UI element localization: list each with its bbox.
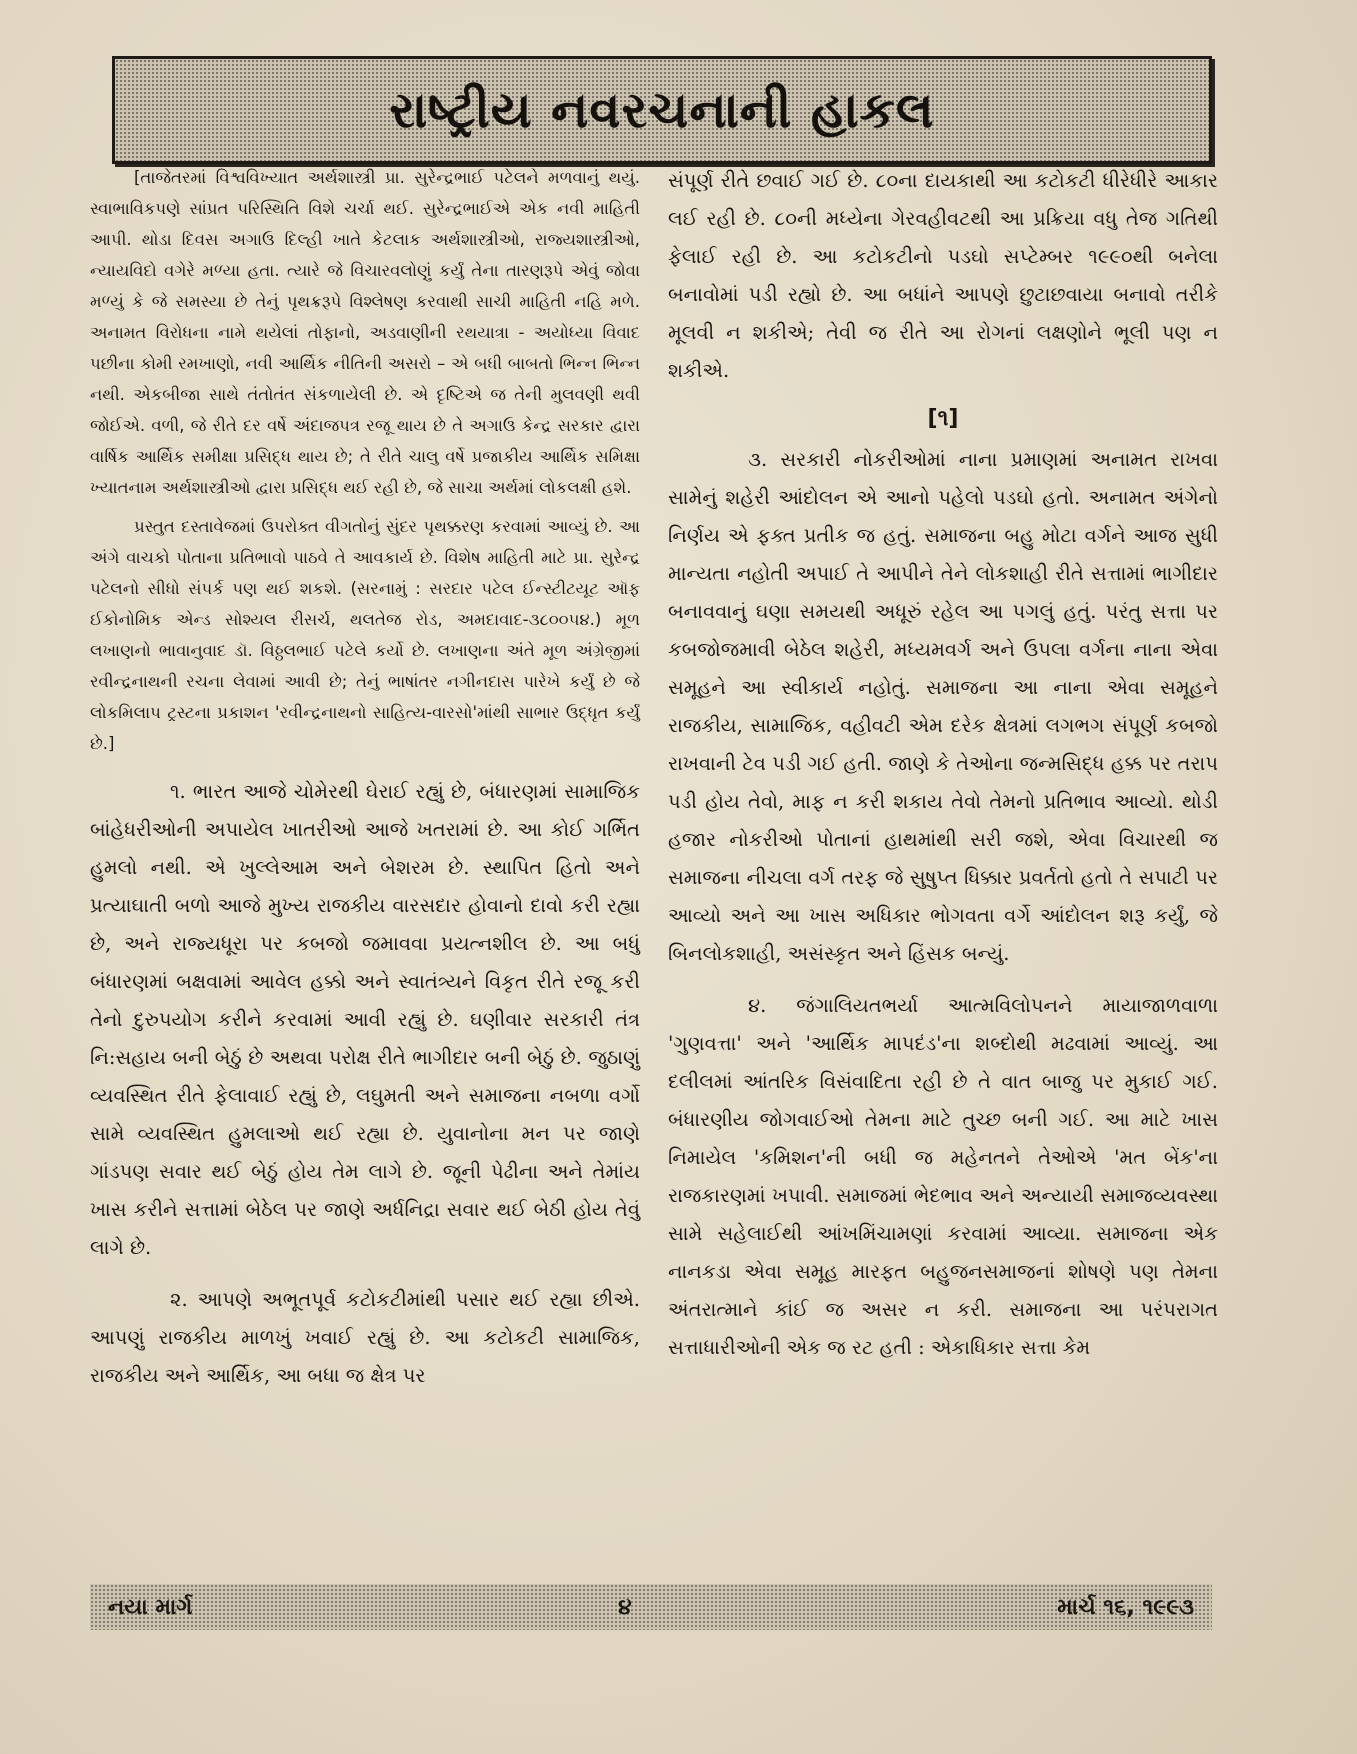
right-column: [668, 162, 1218, 1367]
issue-date: માર્ચ ૧૬, ૧૯૯૩: [1057, 1594, 1194, 1620]
page-footer: [90, 1584, 1212, 1630]
left-column: [90, 162, 640, 1395]
intro-paragraph-1: [તાજેતરમાં વિશ્વવિખ્યાત અર્થશાસ્ત્રી પ્રા. સુરેન્દ્રભાઈ પટેલને મળવાનું થયું. સ્વાભાવિકપણે સાંપ્રત પરિસ્થિતિ વિશે ચર્ચા થઈ. સુરેન્દ્રભાઈએ એક નવી માહિતી આપી. થોડા દિવસ અગાઉ દિલ્હી ખાતે કેટલાક અર્થશાસ્ત્રીઓ, રાજ્યશાસ્ત્રીઓ, ન્યાયવિદો વગેરે મળ્યા હતા. ત્યારે જે વિચારવલોણું કર્યું તેના તારણરૂપે એવું જોવા મળ્યું કે જે સમસ્યા છે તેનું પૃથક્રરૂપે વિશ્લેષણ કરવાથી સાચી માહિતી નહિ મળે. અનામત વિરોધના નામે થયેલાં તોફાનો, અડવાણીની રથયાત્રા - અયોધ્યા વિવાદ પછીના કોમી રમખાણો, નવી આર્થિક નીતિની અસરો – એ બધી બાબતો ભિન્ન ભિન્ન નથી. એકબીજા સાથે તંતોતંત સંકળાયેલી છે. એ દૃષ્ટિએ જ તેની મુલવણી થવી જોઈએ. વળી, જે રીતે દર વર્ષે અંદાજપત્ર રજૂ થાય છે તે અગાઉ કેન્દ્ર સરકાર દ્વારા વાર્ષિક આર્થિક સમીક્ષા પ્રસિદ્ધ થાય છે; તે રીતે ચાલુ વર્ષે પ્રજાકીય આર્થિક સમિક્ષા ખ્યાતનામ અર્થશાસ્ત્રીઓ દ્વારા પ્રસિદ્ધ થઈ રહી છે, જે સાચા અર્થમાં લોકલક્ષી હશે.: [90, 168, 640, 497]
body-paragraph-3: ૩. સરકારી નોકરીઓમાં નાના પ્રમાણમાં અનામત રાખવા સામેનું શહેરી આંદોલન એ આનો પહેલો પડઘો હતો. અનામત અંગેનો નિર્ણય એ ફક્ત પ્રતીક જ હતું. સમાજના બહુ મોટા વર્ગને આજ સુધી માન્યતા નહોતી અપાઈ તે આપીને તેને લોકશાહી રીતે સત્તામાં ભાગીદાર બનાવવાનું ઘણા સમયથી અધૂરું રહેલ આ પગલું હતું. પરંતુ સત્તા પર કબજોજમાવી બેઠેલ શહેરી, મધ્યમવર્ગ અને ઉપલા વર્ગના નાના એવા સમૂહને આ સ્વીકાર્ય નહોતું. સમાજના આ નાના એવા સમૂહને રાજકીય, સામાજિક, વહીવટી એમ દરેક ક્ષેત્રમાં લગભગ સંપૂર્ણ કબજો રાખવાની ટેવ પડી ગઈ હતી. જાણે કે તેઓના જન્મસિદ્ધ હક્ક પર તરાપ પડી હોય તેવો, માફ ન કરી શકાય તેવો તેમનો પ્રતિભાવ આવ્યો. થોડી હજાર નોકરીઓ પોતાનાં હાથમાંથી સરી જશે, એવા વિચારથી જ સમાજના નીચલા વર્ગ તરફ જે સુષુપ્ત ધિક્કાર પ્રવર્તતો હતો તે સપાટી પર આવ્યો અને આ ખાસ અધિકાર ભોગવતા વર્ગે આંદોલન શરૂ કર્યું, જે બિનલોકશાહી, અસંસ્કૃત અને હિંસક બન્યું.: [668, 448, 1218, 965]
body-paragraph-4: ૪. જંગાલિયતભર્યા આત્મવિલોપનને માયાજાળવાળા 'ગુણવત્તા' અને 'આર્થિક માપદંડ'ના શબ્દોથી મઢવામાં આવ્યું. આ દલીલમાં આંતરિક વિસંવાદિતા રહી છે તે વાત બાજુ પર મુકાઈ ગઈ. બંધારણીય જોગવાઈઓ તેમના માટે તુચ્છ બની ગઈ. આ માટે ખાસ નિમાયેલ 'કમિશન'ની બધી જ મહેનતને તેઓએ 'મત બેંક'ના રાજકારણમાં ખપાવી. સમાજમાં ભેદભાવ અને અન્યાયી સમાજવ્યવસ્થા સામે સહેલાઈથી આંખમિંચામણાં કરવામાં આવ્યા. સમાજના એક નાનકડા એવા સમૂહ મારફત બહુજનસમાજનાં શોષણે પણ તેમના અંતરાત્માને કાંઈ જ અસર ન કરી. સમાજના આ પરંપરાગત સત્તાધારીઓની એક જ રટ હતી : એકાધિકાર સત્તા કેમ: [668, 994, 1218, 1359]
body-paragraph-1: ૧. ભારત આજે ચોમેરથી ઘેરાઈ રહ્યું છે, બંધારણમાં સામાજિક બાંહેધરીઓની અપાયેલ ખાતરીઓ આજે ખતરામાં છે. આ કોઈ ગર્ભિત હુમલો નથી. એ ખુલ્લેઆમ અને બેશરમ છે. સ્થાપિત હિતો અને પ્રત્યાઘાતી બળો આજે મુખ્ય રાજકીય વારસદાર હોવાનો દાવો કરી રહ્યા છે, અને રાજ્યધૂરા પર કબજો જમાવવા પ્રયત્નશીલ છે. આ બધું બંધારણમાં બક્ષવામાં આવેલ હક્કો અને સ્વાતંત્ર્યને વિકૃત રીતે રજૂ કરી તેનો દુરુપયોગ કરીને કરવામાં આવી રહ્યું છે. ઘણીવાર સરકારી તંત્ર નિ:સહાય બની બેઠું છે અથવા પરોક્ષ રીતે ભાગીદાર બની બેઠું છે. જુઠાણું વ્યવસ્થિત રીતે ફેલાવાઈ રહ્યું છે, લઘુમતી અને સમાજના નબળા વર્ગો સામે વ્યવસ્થિત હુમલાઓ થઈ રહ્યા છે. યુવાનોના મન પર જાણે ગાંડપણ સવાર થઈ બેઠું હોય તેમ લાગે છે. જૂની પેઢીના અને તેમાંય ખાસ કરીને સત્તામાં બેઠેલ પર જાણે અર્ધનિદ્રા સવાર થઈ બેઠી હોય તેવું લાગે છે.: [90, 780, 640, 1259]
section-marker: [૧]: [927, 406, 959, 431]
body-paragraph-continued: સંપૂર્ણ રીતે છવાઈ ગઈ છે. ૮૦ના દાયકાથી આ કટોકટી ધીરેધીરે આકાર લઈ રહી છે. ૮૦ની મધ્યેના ગેરવહીવટથી આ પ્રક્રિયા વધુ તેજ ગતિથી ફેલાઈ રહી છે. આ કટોકટીનો પડઘો સપ્ટેમ્બર ૧૯૯૦થી બનેલા બનાવોમાં પડી રહ્યો છે. આ બધાંને આપણે છુટાછવાયા બનાવો તરીકે મૂલવી ન શકીએ; તેવી જ રીતે આ રોગનાં લક્ષણોને ભૂલી પણ ન શકીએ.: [668, 169, 1218, 382]
publication-name: નયા માર્ગ: [108, 1594, 193, 1620]
intro-paragraph-2: પ્રસ્તુત દસ્તાવેજમાં ઉપરોક્ત વીગતોનું સુંદર પૃથક્કરણ કરવામાં આવ્યું છે. આ અંગે વાચકો પોતાના પ્રતિભાવો પાઠવે તે આવકાર્ય છે. વિશેષ માહિતી માટે પ્રા. સુરેન્દ્ર પટેલનો સીધો સંપર્ક પણ થઈ શકશે. (સરનામું : સરદાર પટેલ ઈન્સ્ટીટયૂટ ઑફ ઈકોનોમિક એન્ડ સોશ્યલ રીસર્ચ, થલતેજ રોડ, અમદાવાદ-૩૮૦૦૫૪.) મૂળ લખાણનો ભાવાનુવાદ ડૉ. વિઠ્ઠલભાઈ પટેલે કર્યો છે. લખાણના અંતે મૂળ અંગ્રેજીમાં રવીન્દ્રનાથની રચના લેવામાં આવી છે; તેનું ભાષાંતર નગીનદાસ પારેખે કર્યું છે જે લોકમિલાપ ટ્રસ્ટના પ્રકાશન 'રવીન્દ્રનાથનો સાહિત્ય-વારસો'માંથી સાભાર ઉદ્ધૃત કર્યું છે.]: [90, 517, 640, 753]
title-banner: [112, 56, 1212, 164]
body-paragraph-2: ૨. આપણે અભૂતપૂર્વ કટોકટીમાંથી પસાર થઈ રહ્યા છીએ. આપણું રાજકીય માળખું ખવાઈ રહ્યું છે. આ કટોકટી સામાજિક, રાજકીય અને આર્થિક, આ બધા જ ક્ષેત્ર પર: [90, 1288, 640, 1387]
page-number: ૪: [618, 1594, 632, 1620]
page-title: રાષ્ટ્રીય નવરચનાની હાકલ: [389, 80, 935, 139]
